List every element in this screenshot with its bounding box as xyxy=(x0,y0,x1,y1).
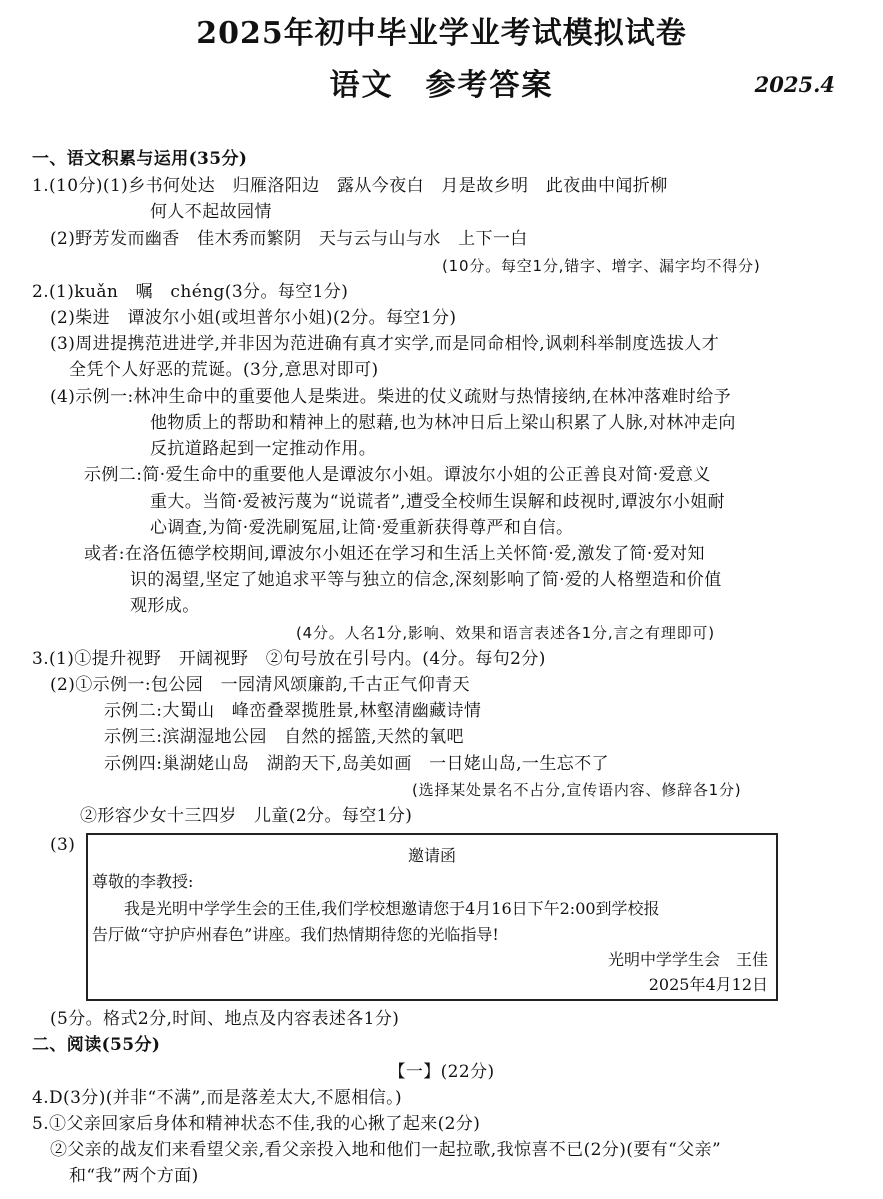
q3-line: 示例二:大蜀山 峰峦叠翠揽胜景,林壑清幽藏诗情 xyxy=(104,701,482,721)
invitation-letter-box xyxy=(86,833,778,1001)
exam-date: 2025.4 xyxy=(754,72,835,97)
q3-scoring-note: (5分。格式2分,时间、地点及内容表述各1分) xyxy=(50,1009,400,1029)
section-heading-1: 一、语文积累与运用(35分) xyxy=(32,149,248,169)
q2-line: 或者:在洛伍德学校期间,谭波尔小姐还在学习和生活上关怀简·爱,激发了简·爱对知 xyxy=(84,544,705,564)
q2-line: 心调查,为简·爱洗刷冤屈,让简·爱重新获得尊严和自信。 xyxy=(150,518,574,538)
q2-line: (3)周进提携范进进学,并非因为范进确有真才实学,而是同命相怜,讽刺科举制度选拔人才 xyxy=(50,334,720,354)
q2-line: 全凭个人好恶的荒诞。(3分,意思对即可) xyxy=(69,360,379,380)
q3-line: 3.(1)①提升视野 开阔视野 ②句号放在引号内。(4分。每句2分) xyxy=(32,649,546,669)
q3-line: (2)①示例一:包公园 一园清风颂廉韵,千古正气仰青天 xyxy=(50,675,471,695)
section-heading-2: 二、阅读(55分) xyxy=(32,1035,161,1055)
q2-line: 示例二:简·爱生命中的重要他人是谭波尔小姐。谭波尔小姐的公正善良对简·爱意义 xyxy=(84,465,711,485)
q2-line: 识的渴望,坚定了她追求平等与独立的信念,深刻影响了简·爱的人格塑造和价值 xyxy=(130,570,722,590)
q2-line: 重大。当简·爱被污蔑为“说谎者”,遭受全校师生误解和歧视时,谭波尔小姐耐 xyxy=(150,492,725,512)
q2-line: 观形成。 xyxy=(130,596,200,616)
q3-line: (3) xyxy=(50,835,76,855)
q1-scoring-note: (10分。每空1分,错字、增字、漏字均不得分) xyxy=(442,257,761,275)
q2-line: 他物质上的帮助和精神上的慰藉,也为林冲日后上梁山积累了人脉,对林冲走向 xyxy=(150,413,736,433)
q3-line: 示例三:滨湖湿地公园 自然的摇篮,天然的氧吧 xyxy=(104,727,464,747)
q1-line: 何人不起故园情 xyxy=(150,202,272,222)
q3-line: 示例四:巢湖姥山岛 湖韵天下,岛美如画 一日姥山岛,一生忘不了 xyxy=(104,754,609,774)
q4-line: 4.D(3分)(并非“不满”,而是落差太大,不愿相信。) xyxy=(32,1088,403,1108)
letter-title: 邀请函 xyxy=(407,846,456,865)
q1-line: (2)野芳发而幽香 佳木秀而繁阴 天与云与山与水 上下一白 xyxy=(50,229,528,249)
q3-scoring-note: (选择某处景名不占分,宣传语内容、修辞各1分) xyxy=(412,781,742,799)
page-title: 2025年初中毕业学业考试模拟试卷 xyxy=(196,16,687,51)
letter-body: 告厅做“守护庐州春色”讲座。我们热情期待您的光临指导! xyxy=(92,925,499,944)
q1-line: 1.(10分)(1)乡书何处达 归雁洛阳边 露从今夜白 月是故乡明 此夜曲中闻折柳 xyxy=(32,176,668,196)
q3-line: ②形容少女十三四岁 儿童(2分。每空1分) xyxy=(80,806,413,826)
q2-scoring-note: (4分。人名1分,影响、效果和语言表述各1分,言之有理即可) xyxy=(296,624,715,642)
letter-body: 我是光明中学学生会的王佳,我们学校想邀请您于4月16日下午2:00到学校报 xyxy=(124,899,660,918)
q5-line: 5.①父亲回家后身体和精神状态不佳,我的心揪了起来(2分) xyxy=(32,1114,481,1134)
q2-line: 反抗道路起到一定推动作用。 xyxy=(150,439,377,459)
page-subtitle: 语文 参考答案 xyxy=(329,68,554,103)
q2-line: (2)柴进 谭波尔小姐(或坦普尔小姐)(2分。每空1分) xyxy=(50,308,457,328)
letter-date: 2025年4月12日 xyxy=(648,975,768,994)
letter-signature: 光明中学学生会 王佳 xyxy=(607,950,768,969)
q2-line: 2.(1)kuǎn 嘱 chéng(3分。每空1分) xyxy=(32,282,349,302)
q2-line: (4)示例一:林冲生命中的重要他人是柴进。柴进的仗义疏财与热情接纳,在林冲落难时给予 xyxy=(50,387,732,407)
q5-line: ②父亲的战友们来看望父亲,看父亲投入地和他们一起拉歌,我惊喜不已(2分)(要有“父亲” xyxy=(50,1140,722,1160)
q5-line: 和“我”两个方面) xyxy=(69,1166,199,1186)
letter-greeting: 尊敬的李教授: xyxy=(92,872,194,891)
sub-section-heading: 【一】(22分) xyxy=(388,1062,495,1082)
